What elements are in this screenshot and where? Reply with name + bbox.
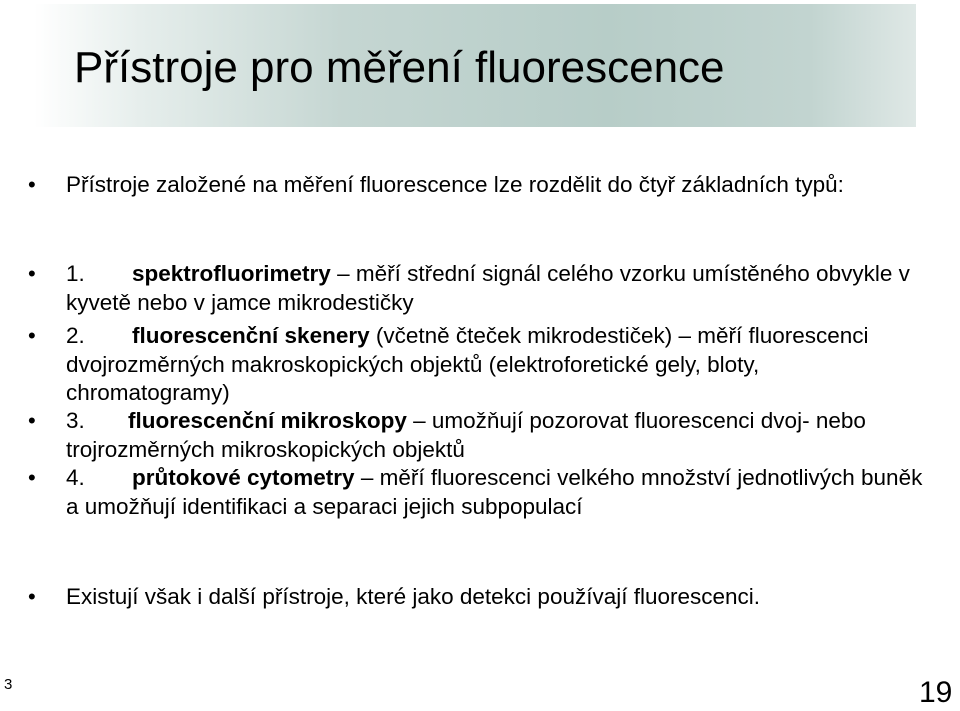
type-term: průtokové cytometry [132, 465, 355, 490]
bullet-type-2 [28, 322, 926, 408]
bullet-dot-icon: • [28, 465, 36, 490]
type-description: – měří střední signál celého vzorku umístěného obvykle v kyvetě nebo v jamce mikrodestičky [66, 261, 910, 315]
type-number: 4. [66, 465, 85, 490]
type-number: 2. [66, 323, 85, 348]
bullet-dot-icon: • [28, 323, 36, 348]
bullet-dot-icon: • [28, 584, 36, 609]
type-term: spektrofluorimetry [132, 261, 331, 286]
closing-text: Existují však i další přístroje, které jako detekci používají fluorescenci. [66, 584, 761, 609]
intro-text: Přístroje založené na měření fluorescence lze rozdělit do čtyř základních typů: [66, 172, 844, 197]
type-description: – umožňují pozorovat fluorescenci dvoj- nebo trojrozměrných mikroskopických objektů [66, 408, 866, 462]
bullet-dot-icon: • [28, 408, 36, 433]
page-number-right: 19 [919, 676, 953, 709]
type-description: – měří fluorescenci velkého množství jednotlivých buněk a umožňují identifikaci a separaci jejich subpopulací [66, 465, 923, 519]
type-term: fluorescenční skenery [132, 323, 370, 348]
page-number-left: 3 [4, 676, 13, 693]
bullet-type-3 [28, 407, 926, 464]
bullet-dot-icon: • [28, 172, 36, 197]
type-term: fluorescenční mikroskopy [128, 408, 407, 433]
bullet-type-4 [28, 464, 926, 521]
type-number: 3. [66, 408, 85, 433]
bullet-type-1 [28, 260, 926, 317]
type-number: 1. [66, 261, 85, 286]
bullet-dot-icon: • [28, 261, 36, 286]
slide-title: Přístroje pro měření fluorescence [74, 43, 725, 92]
type-description: (včetně čteček mikrodestiček) – měří fluorescenci dvojrozměrných makroskopických objektů (elektroforetické gely, bloty, chromatogramy) [66, 323, 869, 405]
bullet-intro [28, 171, 926, 200]
bullet-closing [28, 583, 946, 612]
